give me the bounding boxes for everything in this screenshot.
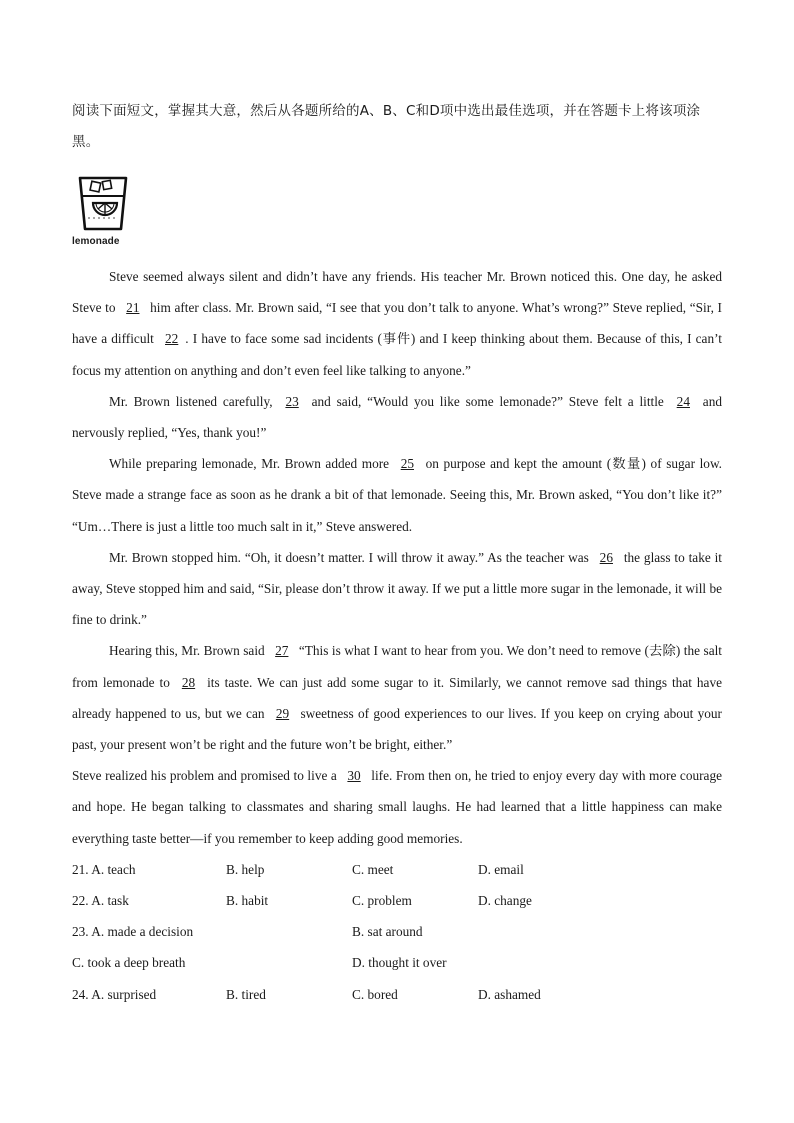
paragraph [72, 386, 722, 448]
blank-25: 25 [400, 456, 414, 472]
option-23-d: D. thought it over [352, 955, 447, 971]
option-23-a: 23. A. made a decision [72, 924, 194, 940]
option-22-d: D. change [478, 893, 532, 909]
blank-29: 29 [275, 705, 290, 721]
option-21-c: C. meet [352, 861, 394, 877]
option-21-d: D. email [478, 861, 524, 877]
option-23-c: C. took a deep breath [72, 955, 186, 971]
question-21 [72, 854, 722, 885]
blank-27: 27 [275, 643, 289, 659]
answer-options [72, 854, 722, 1010]
passage-text: Mr. Brown stopped him. “Oh, it doesn’t matter. I will throw it away.” As the teacher was [109, 549, 593, 565]
passage [72, 261, 722, 854]
option-24-d: D. ashamed [478, 986, 541, 1002]
instructions: 阅读下面短文，掌握其大意，然后从各题所给的A、B、C和D项中选出最佳选项，并在答题卡上将该项涂黑。 [72, 103, 701, 150]
paragraph [72, 760, 722, 854]
passage-text: and nervously replied, “Yes, thank you!” [72, 393, 722, 441]
passage-text: Hearing this, Mr. Brown said [109, 643, 269, 659]
passage-text: the glass to take it away, Steve stopped him and said, “Sir, please don’t throw it away. If we put a little more sugar in the lemonade, it will be fine to drink.” [72, 549, 722, 628]
option-22-c: C. problem [352, 893, 412, 909]
passage-text: While preparing lemonade, Mr. Brown added more [109, 456, 394, 472]
question-22 [72, 885, 722, 916]
option-22-b: B. habit [226, 893, 269, 909]
blank-24: 24 [676, 393, 690, 409]
passage-text: him after class. Mr. Brown said, “I see that you don’t talk to anyone. What’s wrong?” Steve replied, “Sir, I have a difficult [72, 300, 722, 347]
option-21-a: 21. A. teach [72, 861, 136, 877]
passage-text: and said, “Would you like some lemonade?” Steve felt a little [305, 393, 670, 409]
option-22-a: 22. A. task [72, 893, 129, 909]
paragraph [72, 261, 722, 386]
blank-23: 23 [285, 393, 299, 409]
passage-text: “This is what I want to hear from you. We don’t need to remove (去除) the salt from lemonade to [72, 643, 722, 690]
question-23 [72, 916, 722, 947]
passage-text: on purpose and kept the amount (数量) of sugar low. Steve made a strange face as soon as he drank a bit of that lemonade. Seeing this, Mr. Brown asked, “You don’t like it?” “Um…There is just a little too much salt in it,” Steve answered. [72, 456, 723, 534]
blank-30: 30 [347, 768, 361, 784]
figure-caption: lemonade [72, 236, 120, 247]
passage-text: . I have to face some sad incidents (事件) and I keep thinking about them. Because of this, I can’t focus my attention on anything and don’t even feel like talking to anyone.” [72, 331, 722, 378]
option-23-b: B. sat around [352, 924, 423, 940]
paragraph [72, 448, 722, 542]
blank-26: 26 [599, 549, 613, 565]
passage-text: Mr. Brown listened carefully, [109, 393, 279, 409]
question-24 [72, 979, 722, 1010]
option-24-c: C. bored [352, 986, 398, 1002]
blank-21: 21 [126, 300, 140, 316]
option-21-b: B. help [226, 861, 265, 877]
passage-text: life. From then on, he tried to enjoy every day with more courage and hope. He began talking to classmates and sharing small laughs. He had learned that a little happiness can make everything taste better—if you remember to keep adding good memories. [72, 768, 722, 846]
option-24-b: B. tired [226, 986, 266, 1002]
passage-text: its taste. We can just add some sugar to it. Similarly, we cannot remove sad things that have already happened to us, but we can [72, 674, 722, 721]
passage-text: Steve seemed always silent and didn’t have any friends. His teacher Mr. Brown noticed this. One day, he asked Steve to [72, 269, 722, 316]
blank-22: 22 [165, 331, 179, 347]
paragraph [72, 542, 722, 636]
paragraph [72, 635, 722, 760]
passage-text: sweetness of good experiences to our lives. If you keep on crying about your past, your present won’t be right and the future won’t be bright, either.” [72, 705, 722, 753]
blank-28: 28 [181, 674, 196, 690]
question-23-cont [72, 947, 722, 978]
lemonade-figure [72, 174, 132, 247]
option-24-a: 24. A. surprised [72, 986, 157, 1002]
exam-page [72, 96, 722, 1010]
lemonade-glass-icon [78, 174, 128, 232]
passage-text: Steve realized his problem and promised to live a [72, 768, 341, 784]
